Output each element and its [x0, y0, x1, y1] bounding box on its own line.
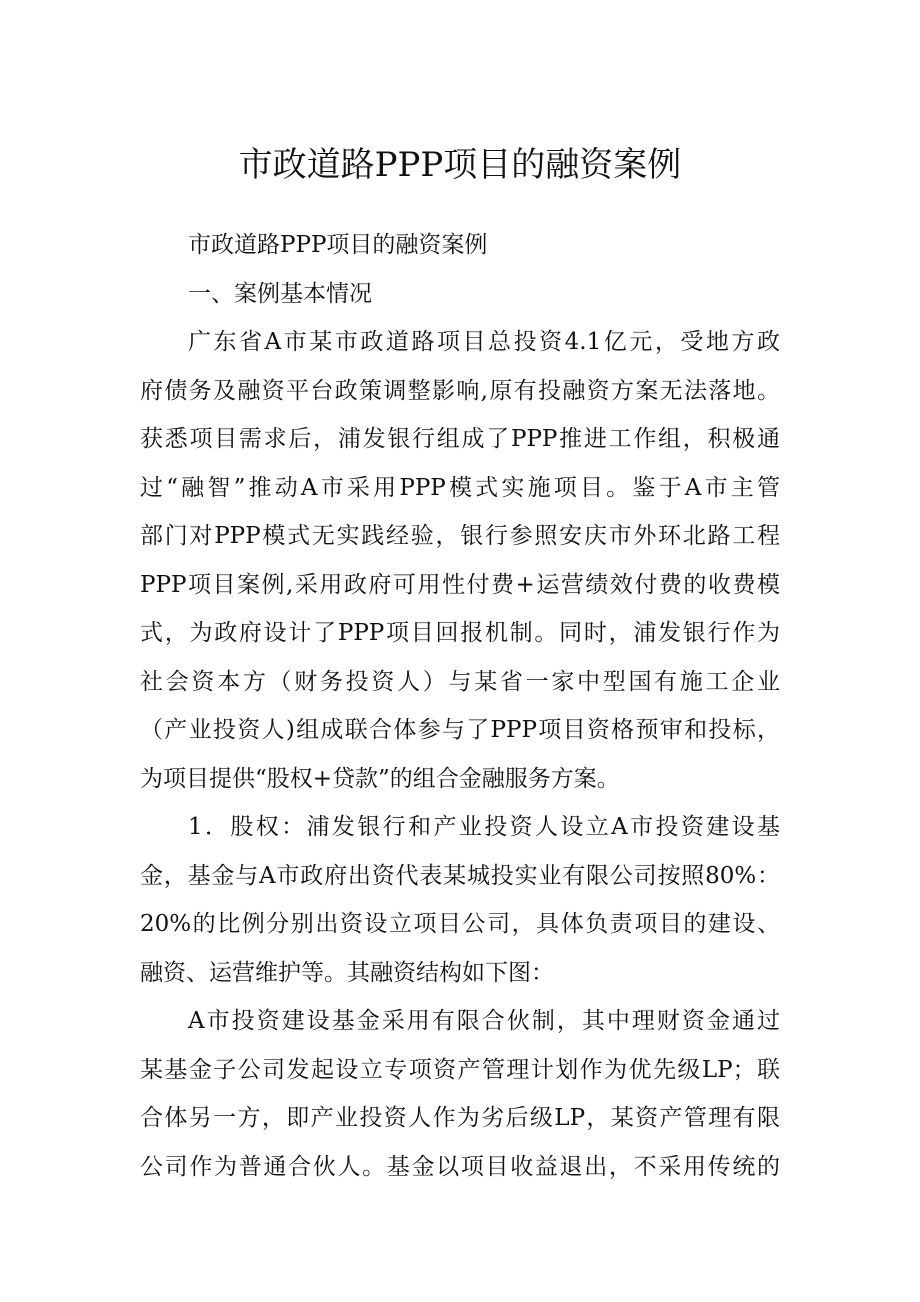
- paragraph-line: A市投资建设基金采用有限合伙制，其中理财资金通过: [188, 1008, 780, 1034]
- paragraph-line: 过“融智”推动A市采用PPP模式实施项目。鉴于A市主管: [140, 474, 780, 501]
- paragraph-line: （产业投资人)组成联合体参与了PPP项目资格预审和投标，: [140, 717, 780, 743]
- paragraph-line: 社会资本方（财务投资人）与某省一家中型国有施工企业: [140, 668, 780, 695]
- paragraph-line: 金，基金与A市政府出资代表某城投实业有限公司按照80%：: [140, 862, 780, 889]
- paragraph-line: 广东省A市某市政道路项目总投资4.1亿元，受地方政: [188, 329, 780, 355]
- document-title: 市政道路PPP项目的融资案例: [238, 145, 682, 185]
- paragraph-line: 部门对PPP模式无实践经验，银行参照安庆市外环北路工程: [140, 523, 780, 549]
- paragraph-line: 式，为政府设计了PPP项目回报机制。同时，浦发银行作为: [140, 620, 780, 646]
- paragraph-line: 1．股权：浦发银行和产业投资人设立A市投资建设基: [188, 814, 780, 840]
- paragraph-line: 市政道路PPP项目的融资案例: [188, 232, 488, 258]
- paragraph-line: 公司作为普通合伙人。基金以项目收益退出，不采用传统的: [140, 1153, 780, 1180]
- paragraph-line: 府债务及融资平台政策调整影响,原有投融资方案无法落地。: [140, 377, 780, 404]
- paragraph-line: 某基金子公司发起设立专项资产管理计划作为优先级LP；联: [140, 1056, 780, 1083]
- paragraph-line: PPP项目案例,采用政府可用性付费+运营绩效付费的收费模: [140, 571, 780, 598]
- paragraph-line: 为项目提供“股权+贷款”的组合金融服务方案。: [140, 765, 620, 792]
- paragraph-line: 20%的比例分别出资设立项目公司，具体负责项目的建设、: [140, 911, 780, 937]
- paragraph-line: 一、案例基本情况: [188, 280, 372, 307]
- paragraph-line: 获悉项目需求后，浦发银行组成了PPP推进工作组，积极通: [140, 426, 780, 452]
- paragraph-line: 融资、运营维护等。其融资结构如下图：: [140, 959, 554, 986]
- paragraph-line: 合体另一方，即产业投资人作为劣后级LP，某资产管理有限: [140, 1105, 780, 1131]
